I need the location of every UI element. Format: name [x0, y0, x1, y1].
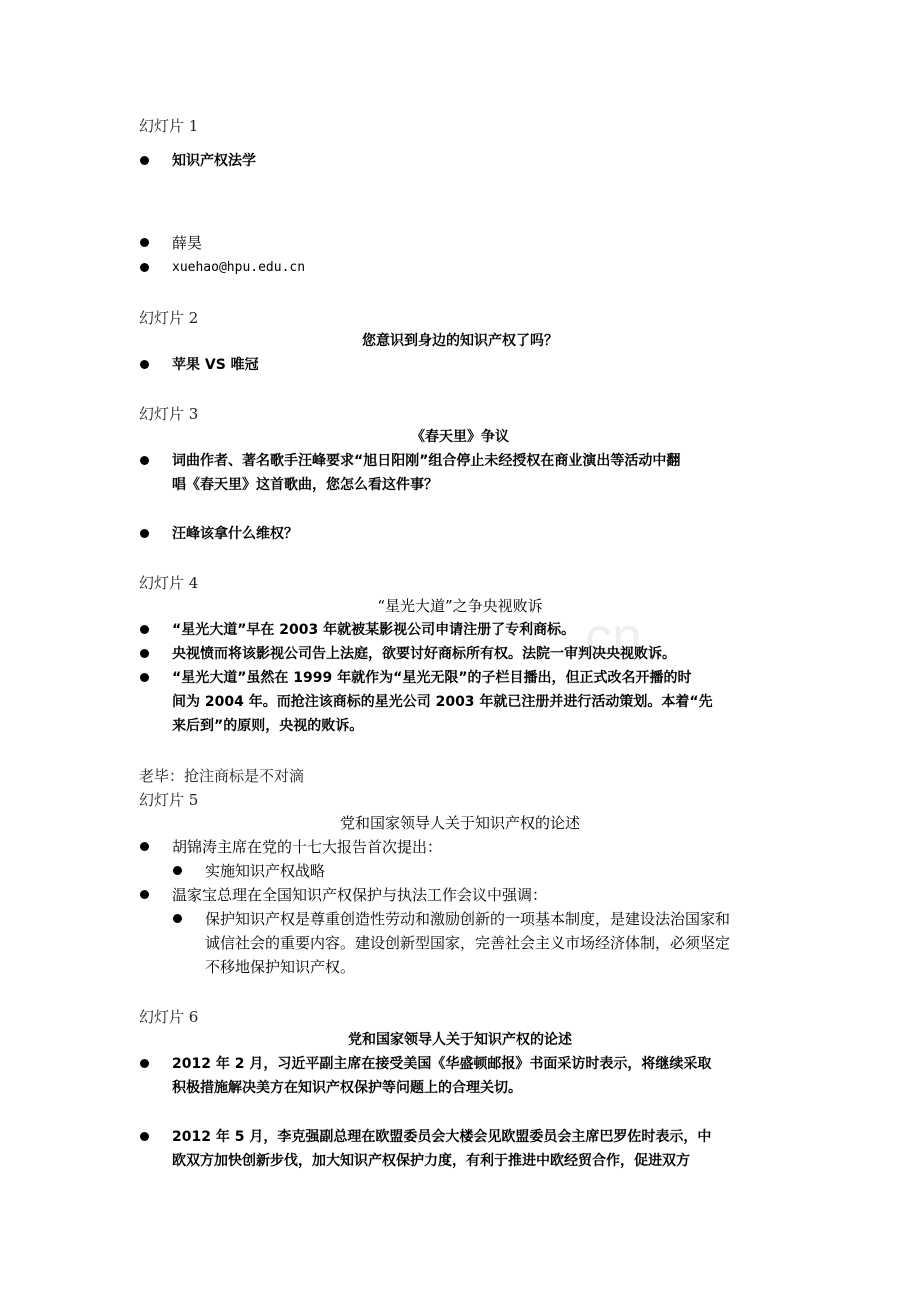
author-email: xuehao@hpu.edu.cn — [172, 260, 306, 275]
slide-5-sub-1: 实施知识产权战略 — [205, 862, 326, 880]
slide-5-label: 幻灯片 5 — [139, 791, 199, 809]
slide-3-heading: 《春天里》争议 — [411, 429, 509, 445]
slide-4-item-3-line-3: 来后到”的原则，央视的败诉。 — [172, 718, 364, 734]
slide-3-label: 幻灯片 3 — [139, 405, 199, 423]
author-name: 薛昊 — [172, 234, 203, 252]
bullet — [140, 263, 149, 272]
bullet — [140, 529, 149, 538]
slide-4-note: 老毕：抢注商标是不对滴 — [139, 767, 305, 785]
slide-5-item-1: 胡锦涛主席在党的十七大报告首次提出： — [172, 838, 443, 856]
slide-4-item-3-line-2: 间为 2004 年。而抢注该商标的星光公司 2003 年就已注册并进行活动策划。本着“先 — [172, 694, 713, 710]
bullet — [140, 156, 149, 165]
slide-3-item-1-line-2: 唱《春天里》这首歌曲，您怎么看这件事？ — [172, 477, 438, 493]
slide-6-item-1-line-1: 2012 年 2 月，习近平副主席在接受美国《华盛顿邮报》书面采访时表示，将继续采取 — [172, 1056, 712, 1072]
sub-bullet — [173, 866, 182, 875]
bullet — [140, 360, 149, 369]
bullet — [140, 673, 149, 682]
slide-6-item-2-line-1: 2012 年 5 月，李克强副总理在欧盟委员会大楼会见欧盟委员会主席巴罗佐时表示，中 — [172, 1129, 712, 1145]
slide-6-item-1-line-2: 积极措施解决美方在知识产权保护等问题上的合理关切。 — [172, 1080, 522, 1096]
bullet — [140, 1059, 149, 1068]
slide-6-item-2-line-2: 欧双方加快创新步伐，加大知识产权保护力度，有利于推进中欧经贸合作，促进双方 — [172, 1153, 690, 1169]
slide-5-heading: 党和国家领导人关于知识产权的论述 — [339, 814, 580, 832]
watermark: cn — [585, 607, 643, 667]
slide-5-item-2: 温家宝总理在全国知识产权保护与执法工作会议中强调： — [172, 886, 548, 904]
slide-5-sub-2-line-3: 不移地保护知识产权。 — [205, 958, 356, 976]
slide-4-item-2: 央视愤而将该影视公司告上法庭，欲要讨好商标所有权。法院一审判决央视败诉。 — [172, 646, 676, 662]
bullet — [140, 1132, 149, 1141]
bullet — [140, 625, 149, 634]
slide-4-heading: “星光大道”之争央视败诉 — [377, 597, 543, 615]
slide-2-heading: 您意识到身边的知识产权了吗？ — [362, 333, 558, 349]
sub-bullet — [173, 914, 182, 923]
slide-5-sub-2-line-1: 保护知识产权是尊重创造性劳动和激励创新的一项基本制度，是建设法治国家和 — [205, 910, 731, 928]
bullet — [140, 238, 149, 247]
slide-5-sub-2-line-2: 诚信社会的重要内容。建设创新型国家，完善社会主义市场经济体制，必须坚定 — [205, 934, 731, 952]
slide-6-heading: 党和国家领导人关于知识产权的论述 — [348, 1032, 572, 1048]
slide-1-title: 知识产权法学 — [172, 153, 256, 169]
slide-4-item-3-line-1: “星光大道”虽然在 1999 年就作为“星光无限”的子栏目播出，但正式改名开播的时 — [172, 670, 692, 686]
slide-2-label: 幻灯片 2 — [139, 309, 199, 327]
bullet — [140, 842, 149, 851]
slide-6-label: 幻灯片 6 — [139, 1008, 199, 1026]
bullet — [140, 649, 149, 658]
slide-4-item-1: “星光大道”早在 2003 年就被某影视公司申请注册了专利商标。 — [172, 622, 576, 638]
slide-3-item-1-line-1: 词曲作者、著名歌手汪峰要求“旭日阳刚”组合停止未经授权在商业演出等活动中翻 — [172, 453, 681, 469]
slide-2-item: 苹果 VS 唯冠 — [172, 357, 259, 373]
slide-4-label: 幻灯片 4 — [139, 574, 199, 592]
bullet — [140, 890, 149, 899]
slide-1-label: 幻灯片 1 — [139, 117, 199, 135]
bullet — [140, 456, 149, 465]
slide-3-item-2: 汪峰该拿什么维权？ — [172, 526, 298, 542]
